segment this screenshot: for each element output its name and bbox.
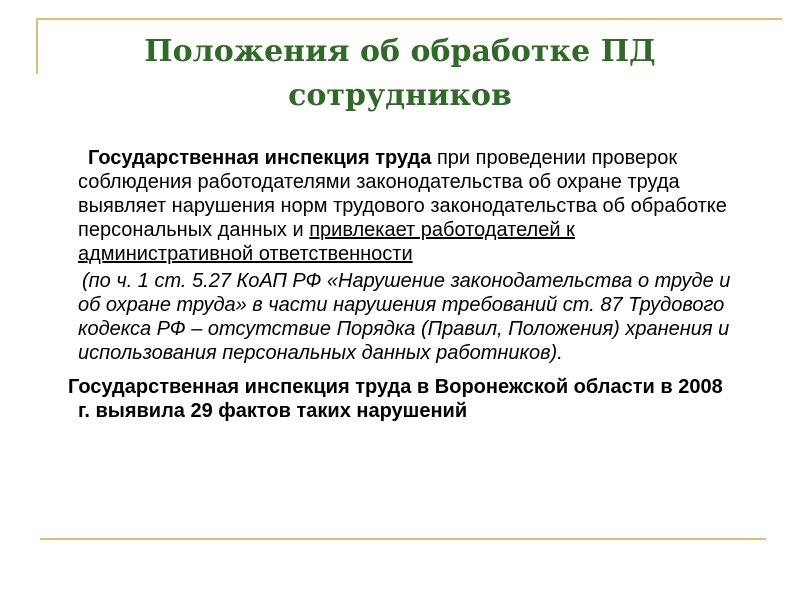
paragraph-inspection-text: при проведении проверок соблюдения работодателями законодательства об охране труда выявляет нарушения норм трудового законодательства об обработке персональных данных и — [78, 147, 727, 241]
paragraph-inspection-underlined: привлекает работодателей к административной ответственности — [78, 219, 575, 265]
slide-title-line-1: Положения об обработке ПД — [144, 34, 656, 69]
decorative-top-line — [36, 18, 782, 20]
paragraph-legal-reference: (по ч. 1 ст. 5.27 КоАП РФ «Нарушение законодательства о труде и об охране труда» в части нарушения требований ст. 87 Трудового кодекса РФ – отсутствие Порядка (Правил, Положения) хранения и использования персональных данных работников). — [78, 270, 731, 364]
paragraph-statistics: Государственная инспекция труда в Воронежской области в 2008 г. выявила 29 фактов таких нарушений — [68, 376, 723, 422]
slide-body — [68, 146, 738, 423]
decorative-bottom-line — [40, 538, 766, 540]
decorative-left-line — [36, 18, 38, 74]
paragraph-inspection-lead: Государственная инспекция труда — [88, 147, 432, 169]
slide-title-line-2: сотрудников — [288, 78, 512, 113]
slide-title — [60, 30, 740, 118]
paragraph-inspection — [78, 146, 738, 266]
